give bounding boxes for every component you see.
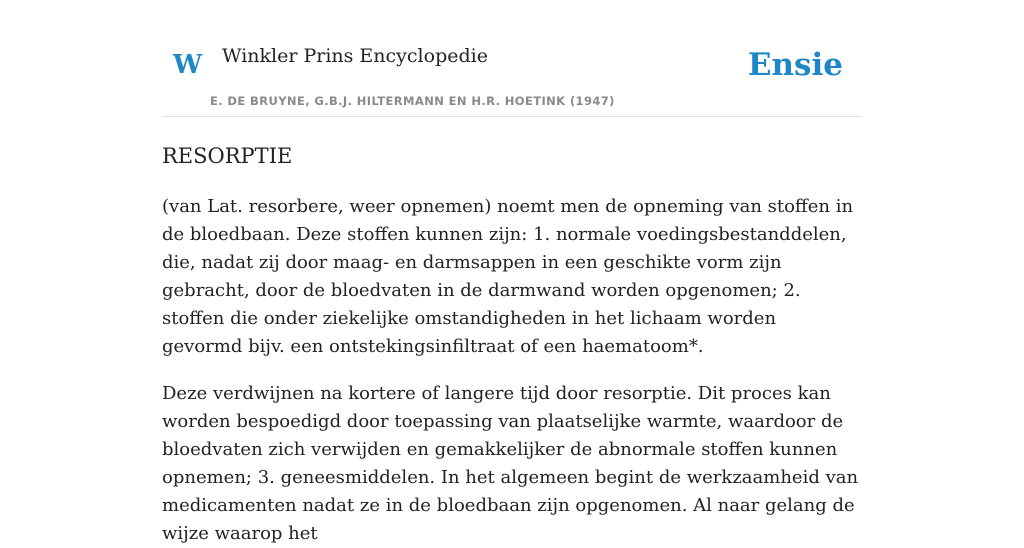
publication-header [162,0,862,117]
publication-authors: E. DE BRUYNE, G.B.J. HILTERMANN EN H.R. HOETINK (1947) [210,94,615,108]
entry-paragraph-2: Deze verdwijnen na kortere of langere tijd door resorptie. Dit proces kan worden bespoedigd door toepassing van plaatselijke warmte, waardoor de bloedvaten zich verwijden en gemakkelijker de abnormale stoffen kunnen opnemen; 3. geneesmiddelen. In het algemeen begint de werkzaamheid van medicamenten nadat ze in de bloedbaan zijn opgenomen. Al naar gelang de wijze waarop het [162,383,859,545]
ensie-brand-logo[interactable]: Ensie [747,47,843,83]
entry-title: RESORPTIE [162,144,293,168]
encyclopedia-page [162,0,862,548]
winkler-prins-logo-icon[interactable]: W [173,50,203,80]
entry-paragraph-1: (van Lat. resorbere, weer opnemen) noemt men de opneming van stoffen in de bloedbaan. Deze stoffen kunnen zijn: 1. normale voedingsbestanddelen, die, nadat zij door maag- en darmsappen in een geschikte vorm zijn gebracht, door de bloedvaten in de darmwand worden opgenomen; 2. stoffen die onder ziekelijke omstandigheden in het lichaam worden gevormd bijv. een ontstekingsinfiltraat of een haematoom*. [162,196,854,358]
publication-title[interactable]: Winkler Prins Encyclopedie [222,45,488,67]
